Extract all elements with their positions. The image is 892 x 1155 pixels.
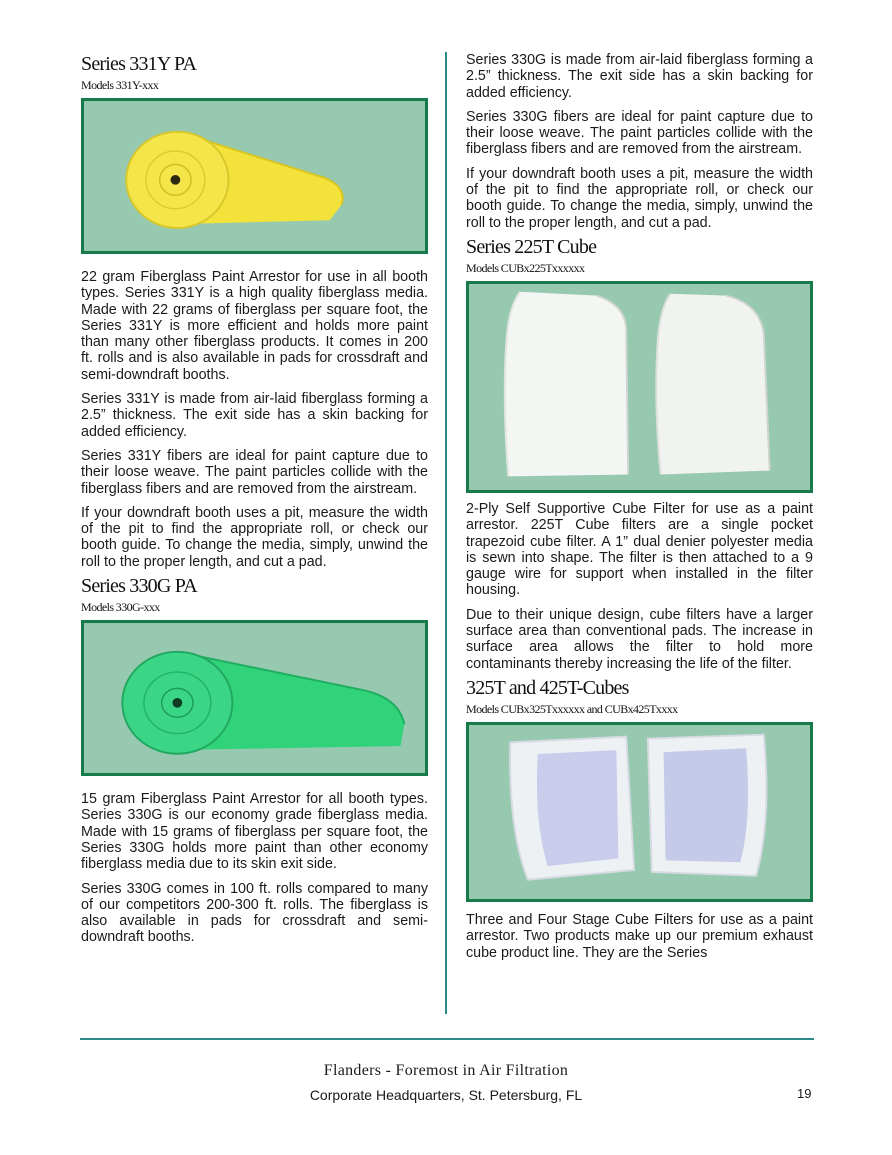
right-column (466, 52, 813, 969)
paragraph: If your downdraft booth uses a pit, measure the width of the pit to find the appropriate roll, or check our booth guide. To change the media, simply, unwind the roll to the proper length, and cut a pad. (466, 165, 813, 231)
yellow-roll-photo (81, 98, 428, 254)
paragraph: 2-Ply Self Supportive Cube Filter for use as a paint arrestor. 225T Cube filters are a single pocket trapezoid cube filter. A 1” dual denier polyester media is sewn into shape. The filter is then attached to a 9 gauge wire for support when installed in the filter housing. (466, 500, 813, 599)
section-title-225t: Series 225T Cube (466, 235, 597, 258)
models-330g: Models 330G-xxx (81, 600, 160, 615)
section-title-325t-425t: 325T and 425T-Cubes (466, 676, 629, 699)
paragraph: Due to their unique design, cube filters have a larger surface area than conventional pads. The increase in surface area allows the filter to hold more contaminants thereby increasing the life of the filter. (466, 606, 813, 672)
paragraph: 15 gram Fiberglass Paint Arrestor for all booth types. Series 330G is our economy grade fiberglass media. Made with 15 grams of fiberglass per square foot, the Series 330G holds more paint than other economy fiberglass media due to its skin exit side. (81, 791, 428, 873)
footer-rule (80, 1038, 814, 1040)
paragraph: If your downdraft booth uses a pit, measure the width of the pit to find the appropriate roll, or check our booth guide. To change the media, simply, unwind the roll to the proper length, and cut a pad. (81, 504, 428, 570)
footer-subtitle: Corporate Headquarters, St. Petersburg, FL (309, 1087, 583, 1103)
footer-title: Flanders - Foremost in Air Filtration (323, 1062, 569, 1079)
paragraph: Three and Four Stage Cube Filters for use as a paint arrestor. Two products make up our premium exhaust cube product line. They are the Series (466, 911, 813, 961)
paragraph: Series 331Y is made from air-laid fiberglass forming a 2.5” thickness. The exit side has a skin backing for added efficiency. (81, 391, 428, 440)
models-331y: Models 331Y-xxx (81, 78, 159, 92)
cube-filter-photo (466, 281, 813, 493)
models-325t-425t: Models CUBx325Txxxxxx and CUBx425Txxxx (466, 701, 678, 716)
models-225t: Models CUBx225Txxxxxx (466, 260, 585, 275)
page-number: 19 (797, 1086, 812, 1101)
green-roll-photo (81, 620, 428, 776)
left-column (81, 52, 428, 954)
paragraph: Series 330G comes in 100 ft. rolls compared to many of our competitors 200-300 ft. rolls. The fiberglass is also available in pads for crossdraft and semi-downdraft booths. (81, 880, 428, 946)
multi-stage-cube-photo (466, 722, 813, 902)
paragraph: Series 330G is made from air-laid fiberglass forming a 2.5” thickness. The exit side has a skin backing for added efficiency. (466, 52, 813, 101)
section-title-330g: Series 330G PA (81, 575, 197, 598)
paragraph: Series 331Y fibers are ideal for paint capture due to their loose weave. The paint particles collide with the fiberglass fibers and are removed from the airstream. (81, 447, 428, 497)
paragraph: 22 gram Fiberglass Paint Arrestor for use in all booth types. Series 331Y is a high quality fiberglass media. Made with 22 grams of fiberglass per square foot, the Series 331Y is more efficient and holds more paint than many other fiberglass products. It comes in 200 ft. rolls and is also available in pads for crossdraft and semi-downdraft booths. (81, 269, 428, 383)
paragraph: Series 330G fibers are ideal for paint capture due to their loose weave. The paint particles collide with the fiberglass fibers and are removed from the airstream. (466, 108, 813, 158)
column-divider (445, 52, 447, 1014)
section-title-331y: Series 331Y PA (81, 53, 197, 75)
